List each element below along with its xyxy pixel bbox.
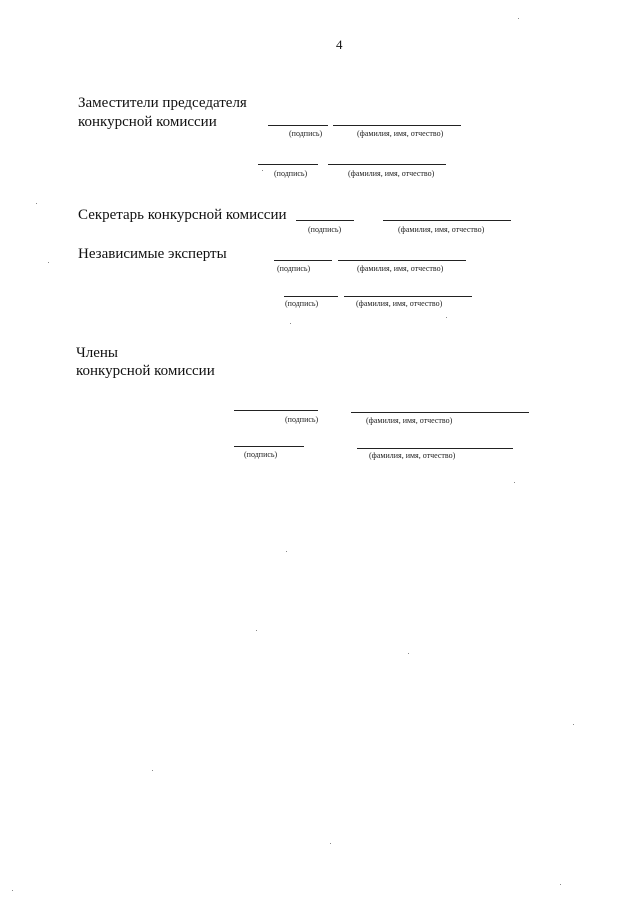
signature-caption: (подпись) (285, 299, 319, 308)
deputies-heading-line1: Заместители председателя (78, 95, 247, 111)
scan-speck (262, 170, 263, 171)
signature-caption: (подпись) (289, 129, 323, 138)
signature-caption: (подпись) (274, 169, 308, 178)
secretary-heading: Секретарь конкурсной комиссии (78, 207, 287, 223)
scan-speck (408, 653, 409, 654)
signature-caption: (подпись) (308, 225, 342, 234)
scan-speck (330, 843, 331, 844)
members-heading-line2: конкурсной комиссии (76, 363, 215, 379)
full-name-line[interactable] (338, 260, 466, 261)
signature-line[interactable] (274, 260, 332, 261)
scan-speck (573, 724, 574, 725)
signature-line[interactable] (258, 164, 318, 165)
full-name-line[interactable] (344, 296, 472, 297)
full-name-caption: (фамилия, имя, отчество) (357, 129, 444, 138)
scan-speck (256, 630, 257, 631)
scan-speck (518, 18, 519, 19)
signature-line[interactable] (296, 220, 354, 221)
full-name-caption: (фамилия, имя, отчество) (369, 451, 456, 460)
experts-heading: Независимые эксперты (78, 246, 227, 262)
full-name-line[interactable] (357, 448, 513, 449)
page-number: 4 (336, 37, 343, 52)
scan-speck (446, 317, 447, 318)
signature-caption: (подпись) (244, 450, 278, 459)
signature-line[interactable] (234, 446, 304, 447)
scan-speck (152, 770, 153, 771)
scan-speck (12, 890, 13, 891)
scan-speck (36, 203, 37, 204)
signature-line[interactable] (268, 125, 328, 126)
full-name-caption: (фамилия, имя, отчество) (348, 169, 435, 178)
scan-speck (560, 884, 561, 885)
full-name-line[interactable] (383, 220, 511, 221)
signature-caption: (подпись) (285, 415, 319, 424)
deputies-heading-line2: конкурсной комиссии (78, 114, 217, 130)
members-heading-line1: Члены (76, 345, 118, 361)
full-name-caption: (фамилия, имя, отчество) (366, 416, 453, 425)
full-name-line[interactable] (328, 164, 446, 165)
full-name-line[interactable] (333, 125, 461, 126)
full-name-caption: (фамилия, имя, отчество) (356, 299, 443, 308)
full-name-line[interactable] (351, 412, 529, 413)
scan-speck (514, 482, 515, 483)
scan-speck (286, 551, 287, 552)
signature-line[interactable] (284, 296, 338, 297)
signature-line[interactable] (234, 410, 318, 411)
full-name-caption: (фамилия, имя, отчество) (398, 225, 485, 234)
full-name-caption: (фамилия, имя, отчество) (357, 264, 444, 273)
signature-caption: (подпись) (277, 264, 311, 273)
scan-speck (48, 262, 49, 263)
scan-speck (290, 323, 291, 324)
